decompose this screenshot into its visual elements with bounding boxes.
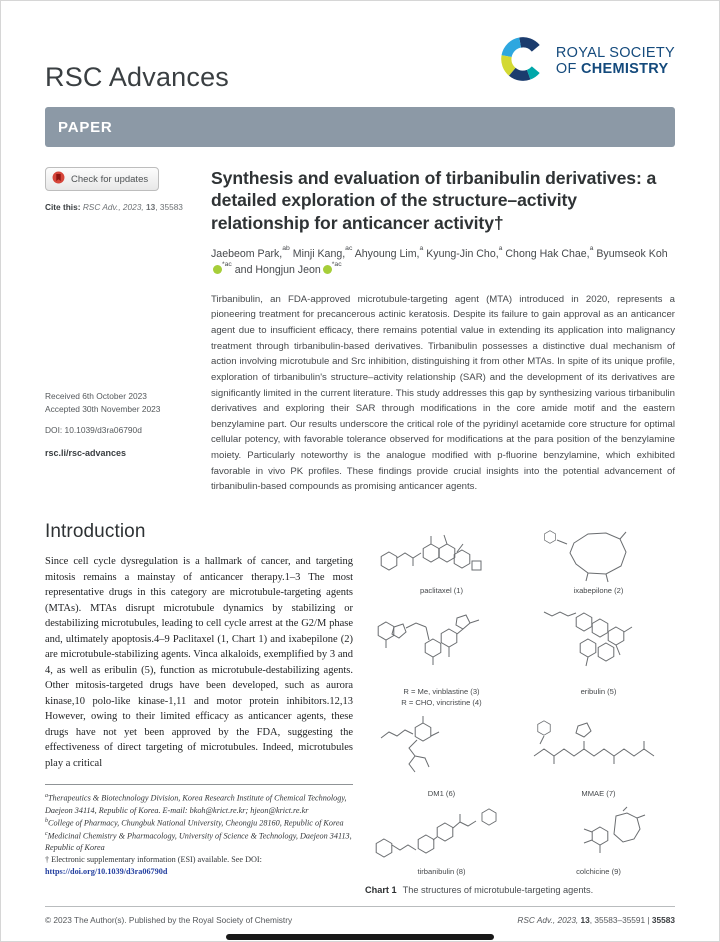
paper-banner-label: PAPER: [58, 118, 113, 136]
crossmark-icon: [52, 171, 65, 187]
author: Jaebeom Park,$^{ab}$: [211, 244, 290, 261]
orcid-icon[interactable]: [323, 265, 332, 274]
ixabepilone-structure: ixabepilone (2): [522, 521, 675, 595]
rsc-logo-text: [556, 46, 675, 77]
author: Minji Kang,$^{ac}$: [292, 244, 353, 261]
cite-this: Cite this: RSC Adv., 2023, 13, 35583: [45, 202, 183, 212]
esi-footnote: † Electronic supplementary information (ESI) available. See DOI: https://doi.org/10.1039/d3ra06790d: [45, 855, 262, 876]
tirbanibulin-structure: tirbanibulin (8): [365, 804, 518, 876]
footnotes: [45, 784, 353, 877]
journal-title: RSC Advances: [45, 62, 229, 92]
copyright: © 2023 The Author(s). Published by the Royal Society of Chemistry: [45, 915, 293, 925]
page-footer: [45, 906, 675, 925]
affiliation-c: $^c$Medicinal Chemistry & Pharmacology, University of Science & Technology, Daejeon 34113, Republic of Korea: [45, 830, 352, 853]
introduction-column: [45, 521, 353, 895]
page-citation: RSC Adv., 2023, 13, 35583–35591 | 35583: [517, 915, 675, 925]
check-for-updates-label: Check for updates: [71, 173, 149, 185]
affiliation-a: $^a$Therapeutics & Biotechnology Division, Korea Research Institute of Chemical Technology, Daejeon 34114, Republic of Korea. E-mail: bkoh@krict.re.kr; hjeon@krict.re.kr: [45, 793, 347, 816]
introduction-heading: Introduction: [45, 520, 146, 542]
check-for-updates-badge[interactable]: [45, 167, 159, 191]
dm1-structure: DM1 (6): [365, 712, 518, 798]
journal-url-link[interactable]: rsc.li/rsc-advances: [45, 448, 127, 459]
article-meta-column: [45, 167, 197, 495]
journal-page: [1, 1, 719, 895]
paper-banner: [45, 107, 675, 147]
author: Chong Hak Chae,$^a$: [505, 244, 594, 261]
mmae-structure: MMAE (7): [522, 712, 675, 798]
abstract: Tirbanibulin, an FDA-approved microtubule-targeting agent (MTA) introduced in 2020, represents a pioneering treatment for precancerous actinic keratosis. Despite its failure to gain approval as an anticancer agent due to insufficient efficacy, there remains potential value in extending its application into malignancy treatment through tirbanibulin-based derivatives. Tirbanibulin possesses a distinctive dual mechanism of action involving microtubule and Src inhibition, distinguishing it from other MTAs. In spite of its unique profile, exploration of tirbanibulin's structure–activity relationship (SAR) and the development of its derivatives are significantly limited in the current literature. This study addresses this gap by synthesizing various tirbanibulin derivatives and exploring their SAR through modifications in the core amide motif and the eastern benzylamine part. Our results underscore the critical role of the pyridinyl acetamide core structure for optimal cellular potency, with favorable tolerance observed for modifications at the para position of the benzylamine moiety. Particularly noteworthy is the analogue modified with p-fluorine benzylamine, which exhibited favorable in vivo PK profiles. These findings provide crucial insights into the potential advancement of tirbanibulin-based compounds as promising anticancer agents.: [211, 293, 675, 493]
rsc-logo-line1: ROYAL SOCIETY: [555, 44, 675, 61]
eribulin-structure: eribulin (5): [522, 600, 675, 707]
introduction-paragraph: Since cell cycle dysregulation is a hallmark of cancer, and targeting mitosis remains a mainstay of anticancer therapy.1–3 The most representative drugs in this category are microtubule-targeting agents (MTAs). MTAs disrupt microtubule dynamics by stabilizing or destabilizing microtubules, leading to cell cycle arrest at the G2/M phase and, ultimately apoptosis.4–9 Paclitaxel (1, Chart 1) and ixabepilone (2) are microtubule-stabilizing agents. Vinca alkaloids, exemplified by 3 and 4, as well as eribulin (5), function as microtubule-destabilizing agents. Other mitosis-targeted drugs have been developed, such as aurora kinase,10 polo-like kinase-1,11 and motor protein inhibitors.12,13 However, owing to their limited efficacy as anticancer agents, these drugs have not yet been approved by the FDA, suggesting the effectiveness of direct targeting of microtubules. Indeed, microtubules play a critical: [45, 555, 353, 769]
orcid-icon[interactable]: [213, 265, 222, 274]
masthead: [45, 21, 675, 95]
author: and Hongjun Jeon$^{*ac}$: [234, 260, 342, 277]
article-title: Synthesis and evaluation of tirbanibulin derivatives: a detailed exploration of the structure–activity relationship for anticancer activity†: [211, 168, 657, 233]
colchicine-structure: colchicine (9): [522, 804, 675, 876]
accepted-date: Accepted 30th November 2023: [45, 404, 161, 415]
article-history: [45, 390, 197, 416]
author: Ahyoung Lim,$^a$: [354, 244, 424, 261]
viewer-handle-bar: [226, 934, 494, 940]
author: Byumseok Koh$^{*ac}$: [211, 248, 668, 276]
doi: DOI: 10.1039/d3ra06790d: [45, 425, 142, 436]
affiliation-b: $^b$College of Pharmacy, Chungbuk National University, Cheongju 28160, Republic of Korea: [45, 817, 344, 828]
author-list: [211, 246, 675, 279]
author: Kyung-Jin Cho,$^a$: [426, 244, 503, 261]
rsc-c-icon: [498, 34, 548, 89]
chart-figure: [365, 521, 675, 895]
rsc-logo: [498, 34, 675, 89]
chart-caption: Chart 1 The structures of microtubule-targeting agents.: [365, 885, 594, 896]
esi-doi-link[interactable]: https://doi.org/10.1039/d3ra06790d: [45, 866, 168, 876]
rsc-logo-line2: OF CHEMISTRY: [555, 60, 669, 77]
vinblastine-vincristine-structure: R = Me, vinblastine (3) R = CHO, vincristine (4): [365, 600, 518, 707]
received-date: Received 6th October 2023: [45, 391, 147, 401]
paclitaxel-structure: paclitaxel (1): [365, 521, 518, 595]
article-header: [211, 167, 675, 495]
